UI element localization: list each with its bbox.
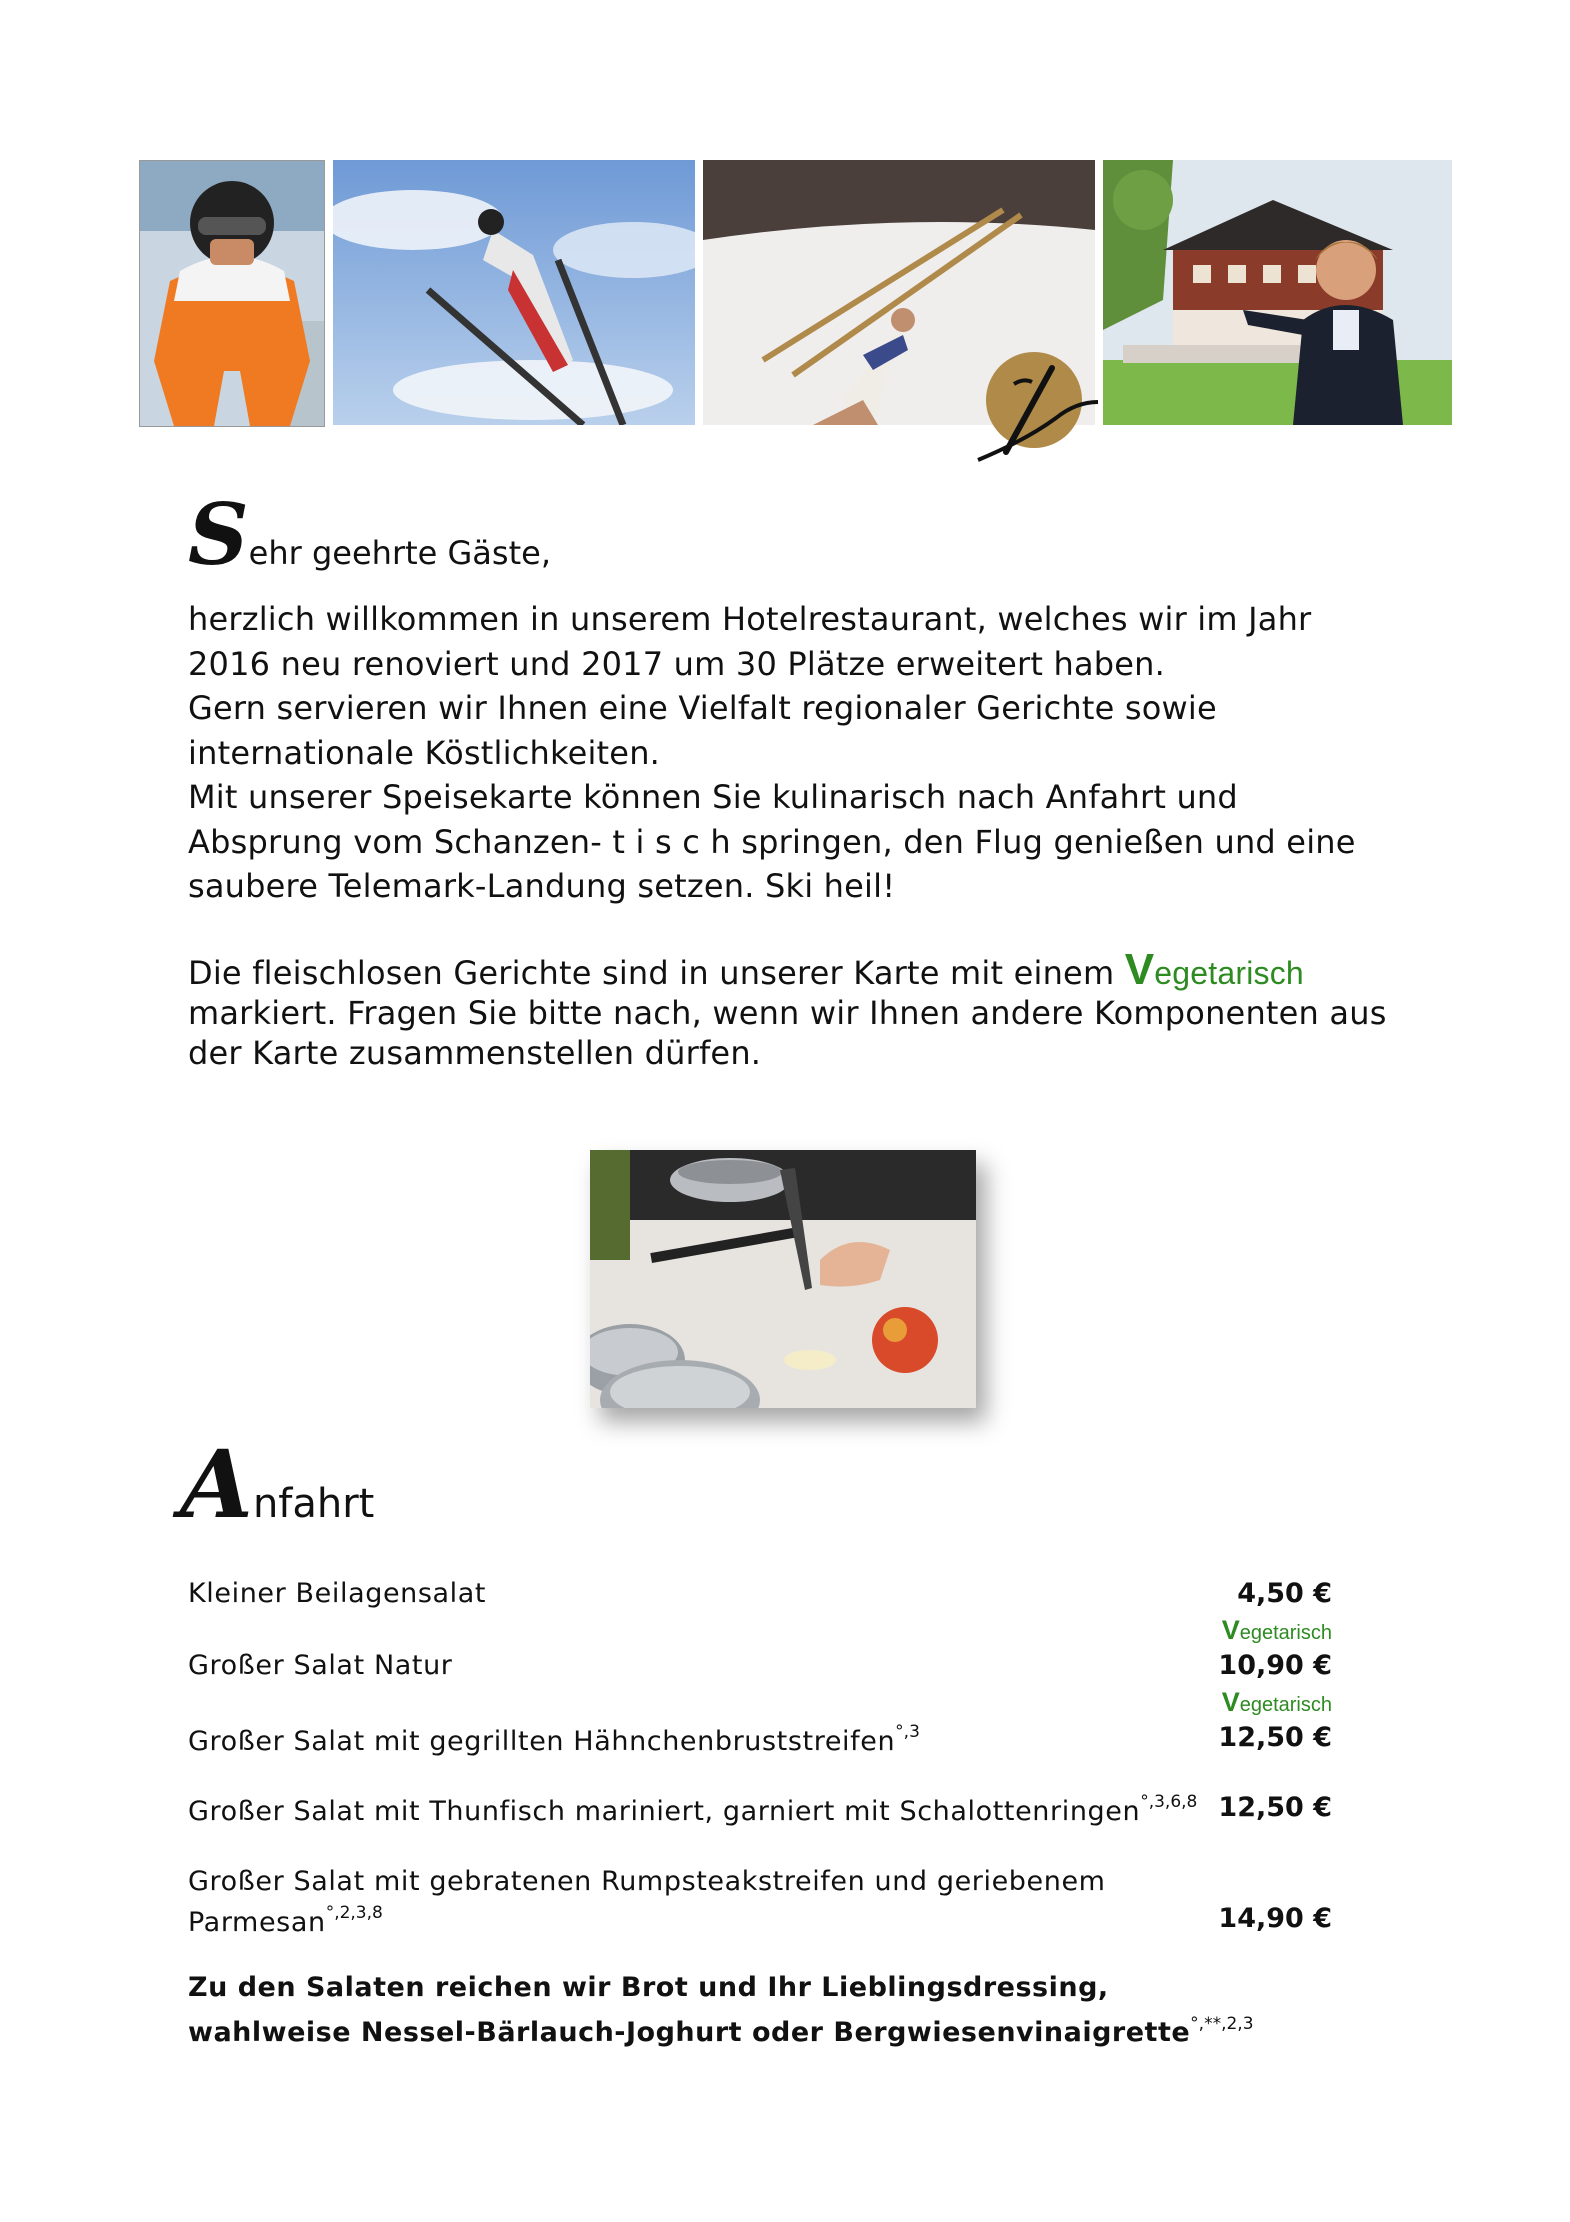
intro-line: herzlich willkommen in unserem Hotelrestaurant, welches wir im Jahr — [188, 600, 1312, 638]
salad-dressing-note-line: Zu den Salaten reichen wir Brot und Ihr Lieblingsdressing, — [188, 1972, 1109, 2003]
salad-dressing-note-line: wahlweise Nessel-Bärlauch-Joghurt oder Bergwiesenvinaigrette$^{^\circ,**,2,3}$ — [188, 2014, 1254, 2048]
greeting-text: ehr geehrte Gäste, — [248, 534, 551, 572]
intro-line: internationale Köstlichkeiten. — [188, 733, 661, 772]
menu-item-price: 12,50 € — [1218, 1722, 1332, 1753]
section-title-text: nfahrt — [252, 1481, 375, 1527]
vegetarian-tag: Vegetarisch — [1221, 1615, 1332, 1645]
menu-item-name: Kleiner Beilagensalat — [188, 1578, 487, 1609]
greeting — [188, 485, 551, 584]
menu-item-name-continued: Parmesan$^{^\circ,2,3,8}$ — [188, 1903, 383, 1938]
menu-item-price: 10,90 € — [1218, 1650, 1332, 1681]
menu-item-name: Großer Salat Natur — [188, 1650, 453, 1681]
menu-item-price: 12,50 € — [1218, 1792, 1332, 1823]
allergen-codes: °,3 — [895, 1722, 920, 1742]
ski-jumper-in-flight-photo — [333, 160, 695, 425]
menu-item-name: Großer Salat mit gegrillten Hähnchenbruststreifen$^{^\circ,3}$ — [188, 1722, 920, 1757]
intro-line: Absprung vom Schanzen- t i s c h springen, den Flug genießen und eine — [188, 822, 1356, 861]
intro-line: 2016 neu renoviert und 2017 um 30 Plätze erweitert haben. — [188, 644, 1166, 683]
hotel-with-host-photo — [1103, 160, 1452, 425]
intro-paragraph — [188, 597, 1448, 909]
vegetarian-tag: Vegetarisch — [1221, 1687, 1332, 1717]
vegetarian-label: Vegetarisch — [1124, 945, 1304, 994]
menu-item-name: Großer Salat mit gebratenen Rumpsteakstreifen und geriebenem — [188, 1866, 1106, 1897]
intro-line: saubere Telemark-Landung setzen. Ski heil! — [188, 867, 896, 905]
restaurant-logo — [966, 340, 1106, 465]
menu-item-name: Großer Salat mit Thunfisch mariniert, garniert mit Schalottenringen$^{^\circ,3,6,8}$ — [188, 1792, 1198, 1827]
salad-dressing-note — [188, 1970, 1254, 2051]
allergen-codes: °,3,6,8 — [1140, 1792, 1198, 1812]
allergen-codes: °,2,3,8 — [325, 1903, 383, 1923]
allergen-codes: °,**,2,3 — [1190, 2014, 1254, 2034]
vegetarian-note — [188, 945, 1448, 1073]
menu-item-price: 14,90 € — [1218, 1903, 1332, 1934]
kitchen-chopping-photo — [590, 1150, 976, 1408]
intro-line: Gern servieren wir Ihnen eine Vielfalt regionaler Gerichte sowie — [188, 689, 1217, 727]
section-initial: A — [180, 1430, 253, 1540]
section-title-anfahrt — [180, 1430, 374, 1540]
ski-jumper-closeup-photo — [139, 160, 325, 427]
vegetarian-note-line: markiert. Fragen Sie bitte nach, wenn wir Ihnen andere Komponenten aus — [188, 994, 1387, 1032]
vegetarian-note-text: Die fleischlosen Gerichte sind in unserer Karte mit einem — [188, 954, 1125, 992]
menu-item-price: 4,50 € — [1237, 1578, 1332, 1609]
intro-line: Mit unserer Speisekarte können Sie kulinarisch nach Anfahrt und — [188, 778, 1238, 816]
greeting-initial: S — [188, 485, 249, 584]
vegetarian-note-line: der Karte zusammenstellen dürfen. — [188, 1034, 762, 1072]
